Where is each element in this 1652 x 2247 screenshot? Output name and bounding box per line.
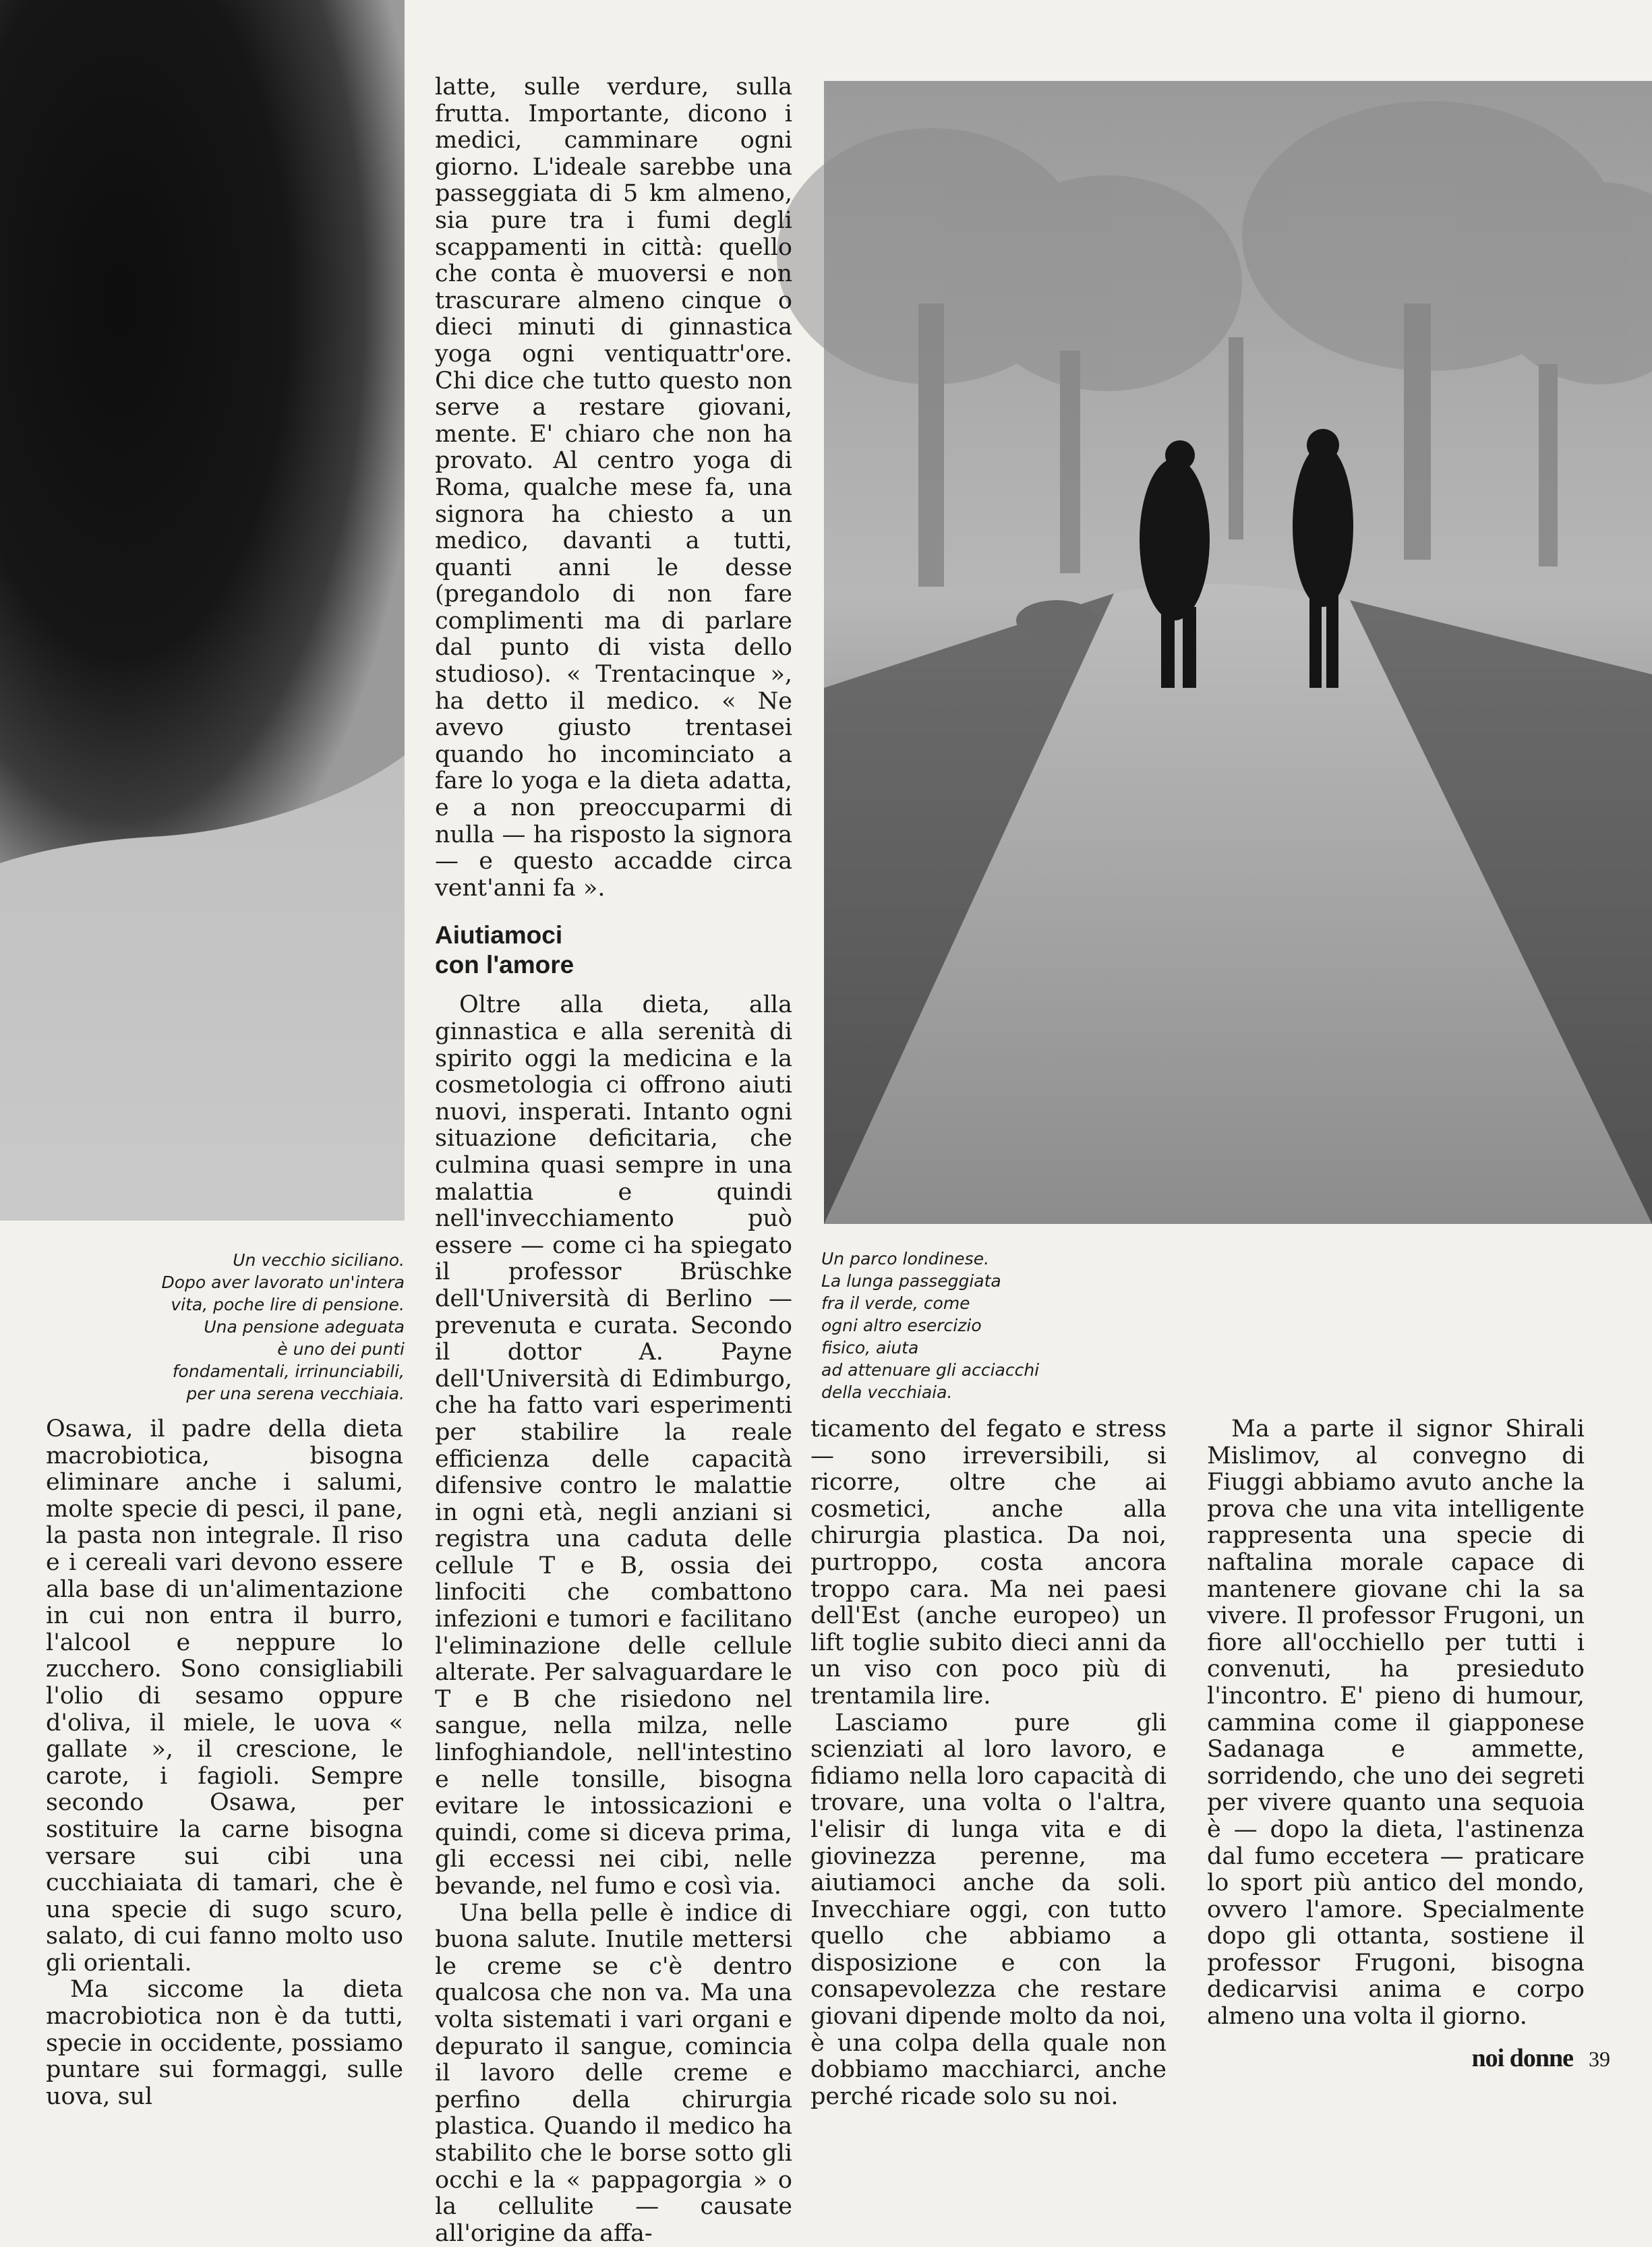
paragraph: Una bella pelle è indice di buona salute. Inutile mettersi le creme se c'è dentro qualcosa che non va. Ma una volta sistemati i vari organi e depurato il sangue, comincia il lavoro delle creme e perfino della chirurgia plastica. Quando il medico ha stabilito che le borse sotto gli occhi e la « pappagorgia » o la cellulite — causate all'origine da affa- (435, 1899, 792, 2247)
caption-line: Una pensione adeguata (204, 1317, 405, 1337)
caption-line: La lunga passeggiata (821, 1271, 1001, 1291)
caption-line: vita, poche lire di pensione. (171, 1295, 405, 1314)
photo-london-park (824, 81, 1652, 1224)
caption-line: ad attenuare gli acciacchi (821, 1360, 1040, 1380)
paragraph: ticamento del fegato e stress — sono irreversibili, si ricorre, oltre che ai cosmetici, anche alla chirurgia plastica. Da noi, purtroppo, costa ancora troppo cara. Ma nei paesi dell'Est (anche europeo) un lift toglie subito dieci anni da un viso con poco più di trentamila lire. (810, 1416, 1167, 1710)
photo-old-sicilian (0, 0, 405, 1221)
photo-old-sicilian-image (0, 0, 405, 1221)
paragraph: Lasciamo pure gli scienziati al loro lavoro, e fidiamo nella loro capacità di trovare, una volta o l'altra, l'elisir di lunga vita e di giovinezza perenne, ma aiutiamoci anche da soli. Invecchiare oggi, con tutto quello che abbiamo a disposizione e con la consapevolezza che restare giovani dipende molto da noi, è una colpa della quale non dobbiamo macchiarci, anche perché ricade solo su noi. (810, 1709, 1167, 2110)
paragraph: Ma siccome la dieta macrobiotica non è da tutti, specie in occidente, possiamo puntare sui formaggi, sulle uova, sul (46, 1976, 403, 2110)
paragraph: Oltre alla dieta, alla ginnastica e alla serenità di spirito oggi la medicina e la cosmetologia ci offrono aiuti nuovi, insperati. Intanto ogni situazione deficitaria, che culmina quasi sempre in una malattia e quindi nell'invecchiamento può essere — come ci ha spiegato il professor Brüschke dell'Università di Berlino — prevenuta e curata. Secondo il dottor A. Payne dell'Università di Edimburgo, che ha fatto vari esperimenti per stabilire la reale efficienza delle capacità difensive contro le malattie in ogni età, negli anziani si registra una caduta delle cellule T e B, ossia dei linfociti che combattono infezioni e tumori e facilitano l'eliminazione delle cellule alterate. Per salvaguardare le T e B che risiedono nel sangue, nella milza, nelle linfoghiandole, nell'intestino e nelle tonsille, bisogna evitare le intossicazioni e quindi, come si diceva prima, gli eccessi nei cibi, nelle bevande, nel fumo e così via. (435, 991, 792, 1900)
caption-line: fondamentali, irrinunciabili, (172, 1362, 405, 1381)
page-number: 39 (1589, 2047, 1610, 2071)
photo-london-park-image (824, 81, 1652, 1224)
caption-right (821, 1248, 1172, 1403)
caption-line: fisico, aiuta (821, 1338, 919, 1358)
magazine-name: noi donne (1471, 2044, 1573, 2072)
caption-line: per una serena vecchiaia. (186, 1384, 405, 1403)
paragraph: Osawa, il padre della dieta macrobiotica, bisogna eliminare anche i salumi, molte specie di pesci, il pane, la pasta non integrale. Il riso e i cereali vari devono essere alla base di un'alimentazione in cui non entra il burro, l'alcool e neppure lo zucchero. Sono consigliabili l'olio di sesamo oppure d'oliva, il miele, le uova « gallate », il crescione, le carote, i fagioli. Sempre secondo Osawa, per sostituire la carne bisogna versare sui cibi una cucchiaiata di tamari, che è una specie di sugo scuro, salato, di cui fanno molto uso gli orientali. (46, 1416, 403, 1977)
caption-line: Un vecchio siciliano. (233, 1250, 405, 1270)
caption-left (13, 1249, 405, 1405)
caption-line: Un parco londinese. (821, 1249, 990, 1268)
column-4 (1207, 1416, 1585, 2043)
caption-line: Dopo aver lavorato un'intera (161, 1273, 405, 1292)
paragraph: Ma a parte il signor Shirali Mislimov, al convegno di Fiuggi abbiamo avuto anche la prova che una vita intelligente rappresenta una specie di naftalina morale capace di mantenere giovane chi la sa vivere. Il professor Frugoni, un fiore all'occhiello per tutti i convenuti, ha presieduto l'incontro. E' pieno di humour, cammina come il giapponese Sadanaga e ammette, sorridendo, che uno dei segreti per vivere quanto una sequoia è — dopo la dieta, l'astinenza dal fumo eccetera — praticare lo sport più antico del mondo, ovvero l'amore. Specialmente dopo gli ottanta, sostiene il professor Frugoni, bisogna dedicarvisi anima e corpo almeno una volta il giorno. (1207, 1416, 1585, 2031)
page-footer (1472, 2043, 1610, 2073)
heading-line: Aiutiamoci (435, 921, 563, 950)
section-heading (435, 921, 792, 980)
caption-line: è uno dei punti (277, 1339, 405, 1359)
column-3 (810, 1416, 1167, 2110)
caption-line: della vecchiaia. (821, 1382, 953, 1402)
paragraph: latte, sulle verdure, sulla frutta. Importante, dicono i medici, camminare ogni giorno. L'ideale sarebbe una passeggiata di 5 km almeno, sia pure tra i fumi degli scappamenti in città: quello che conta è muoversi e non trascurare almeno cinque o dieci minuti di ginnastica yoga ogni ventiquattr'ore. Chi dice che tutto questo non serve a restare giovani, mente. E' chiaro che non ha provato. Al centro yoga di Roma, qualche mese fa, una signora ha chiesto a un medico, davanti a tutti, quanti anni le desse (pregandolo di non fare complimenti ma di parlare dal punto di vista dello studioso). « Trentacinque », ha detto il medico. « Ne avevo giusto trentasei quando ho incominciato a fare lo yoga e la dieta adatta, e a non preoccuparmi di nulla — ha risposto la signora — e questo accadde circa vent'anni fa ». (435, 74, 792, 902)
column-middle (435, 74, 792, 2247)
caption-line: ogni altro esercizio (821, 1316, 982, 1335)
caption-line: fra il verde, come (821, 1293, 970, 1313)
column-1 (46, 1416, 403, 2110)
heading-line: con l'amore (435, 951, 574, 979)
